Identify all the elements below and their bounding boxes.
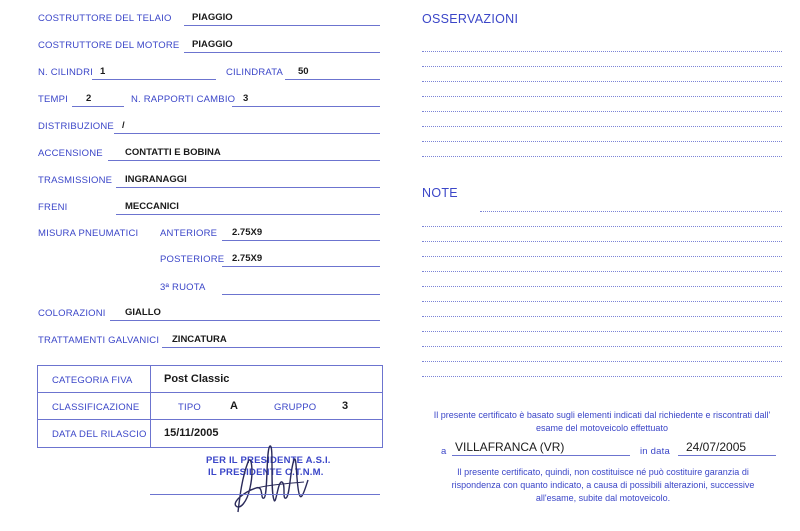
gear-ratios-value: 3	[243, 93, 249, 104]
brakes-underline	[116, 214, 380, 215]
plating-underline	[162, 347, 380, 348]
fiva-tipo-value: A	[230, 400, 238, 412]
front-tyre-label: ANTERIORE	[160, 228, 218, 239]
release-date-value: 15/11/2005	[164, 427, 219, 439]
date-underline	[678, 455, 776, 456]
note-line	[422, 361, 782, 362]
displacement-underline	[285, 79, 380, 80]
note-line	[422, 286, 782, 287]
note-line	[480, 211, 782, 212]
fiva-tipo-label: TIPO	[178, 402, 201, 413]
cylinders-value: 1	[100, 66, 106, 77]
rear-tyre-value: 2.75X9	[232, 253, 263, 264]
note-line	[422, 271, 782, 272]
frame-maker-underline	[184, 25, 380, 26]
fiva-gruppo-value: 3	[342, 400, 349, 412]
certificate-basis-text: Il presente certificato è basato sugli elementi indicati dal richiedente e riscontrati dall' esame del motoveicolo effettuato	[433, 410, 771, 433]
plating-label: TRATTAMENTI GALVANICI	[38, 335, 160, 346]
note-line	[422, 301, 782, 302]
front-tyre-value: 2.75X9	[232, 227, 263, 238]
observations-title: OSSERVAZIONI	[422, 12, 519, 26]
cylinders-label: N. CILINDRI	[38, 67, 93, 78]
fiva-class-label: CLASSIFICAZIONE	[52, 402, 140, 413]
colour-value: GIALLO	[125, 307, 161, 318]
third-wheel-underline	[222, 294, 380, 295]
note-line	[422, 256, 782, 257]
note-line	[422, 241, 782, 242]
ignition-value: CONTATTI E BOBINA	[125, 147, 221, 158]
strokes-value: 2	[86, 93, 92, 104]
timing-value: /	[122, 120, 125, 131]
release-date-label: DATA DEL RILASCIO	[52, 429, 147, 440]
plating-value: ZINCATURA	[172, 334, 227, 345]
rear-tyre-label: POSTERIORE	[160, 254, 225, 265]
cylinders-underline	[92, 79, 216, 80]
transmission-value: INGRANAGGI	[125, 174, 187, 185]
signature-mark	[220, 440, 310, 520]
fiva-category-value: Post Classic	[164, 373, 230, 385]
notes-title: NOTE	[422, 186, 458, 200]
inspection-date-value: 24/07/2005	[686, 440, 747, 454]
gear-ratios-label: N. RAPPORTI CAMBIO	[131, 94, 236, 105]
fiva-classification-box	[37, 365, 383, 448]
front-tyre-underline	[222, 240, 380, 241]
observation-line	[422, 156, 782, 157]
signature-underline	[150, 494, 380, 495]
strokes-label: TEMPI	[38, 94, 69, 105]
ignition-label: ACCENSIONE	[38, 148, 103, 159]
transmission-label: TRASMISSIONE	[38, 175, 113, 186]
fiva-row-divider	[38, 392, 382, 393]
note-line	[422, 226, 782, 227]
observation-line	[422, 126, 782, 127]
third-wheel-label: 3ª RUOTA	[160, 282, 206, 293]
fiva-row-divider	[38, 419, 382, 420]
observation-line	[422, 66, 782, 67]
engine-maker-value: PIAGGIO	[192, 39, 233, 50]
timing-underline	[114, 133, 380, 134]
observation-line	[422, 141, 782, 142]
place-prefix: a	[441, 446, 447, 457]
date-prefix: in data	[640, 446, 670, 457]
brakes-value: MECCANICI	[125, 201, 179, 212]
fiva-gruppo-label: GRUPPO	[274, 402, 317, 413]
observation-line	[422, 96, 782, 97]
frame-maker-label: COSTRUTTORE DEL TELAIO	[38, 13, 172, 24]
fiva-column-divider	[150, 366, 151, 447]
note-line	[422, 316, 782, 317]
note-line	[422, 346, 782, 347]
gear-ratios-underline	[232, 106, 380, 107]
brakes-label: FRENI	[38, 202, 68, 213]
transmission-underline	[116, 187, 380, 188]
colour-label: COLORAZIONI	[38, 308, 106, 319]
engine-maker-underline	[184, 52, 380, 53]
observation-line	[422, 51, 782, 52]
displacement-value: 50	[298, 66, 309, 77]
observation-line	[422, 111, 782, 112]
asi-president-label: PER IL PRESIDENTE A.S.I.	[206, 455, 331, 466]
observation-line	[422, 81, 782, 82]
colour-underline	[110, 320, 380, 321]
timing-label: DISTRIBUZIONE	[38, 121, 114, 132]
inspection-place-value: VILLAFRANCA (VR)	[455, 440, 565, 454]
engine-maker-label: COSTRUTTORE DEL MOTORE	[38, 40, 180, 51]
tyres-label: MISURA PNEUMATICI	[38, 228, 139, 239]
place-underline	[452, 455, 630, 456]
frame-maker-value: PIAGGIO	[192, 12, 233, 23]
note-line	[422, 331, 782, 332]
fiva-category-label: CATEGORIA FIVA	[52, 375, 133, 386]
certificate-disclaimer-text: Il presente certificato, quindi, non costituisce né può costituire garanzia di rispondenza con quanto indicato, a causa di possibili alterazioni, successive all'esame, subite dal motoveicolo.	[451, 467, 755, 503]
rear-tyre-underline	[222, 266, 380, 267]
ignition-underline	[108, 160, 380, 161]
note-line	[422, 376, 782, 377]
strokes-underline	[72, 106, 124, 107]
ctnm-president-label: IL PRESIDENTE C.T.N.M.	[208, 467, 324, 478]
displacement-label: CILINDRATA	[226, 67, 284, 78]
